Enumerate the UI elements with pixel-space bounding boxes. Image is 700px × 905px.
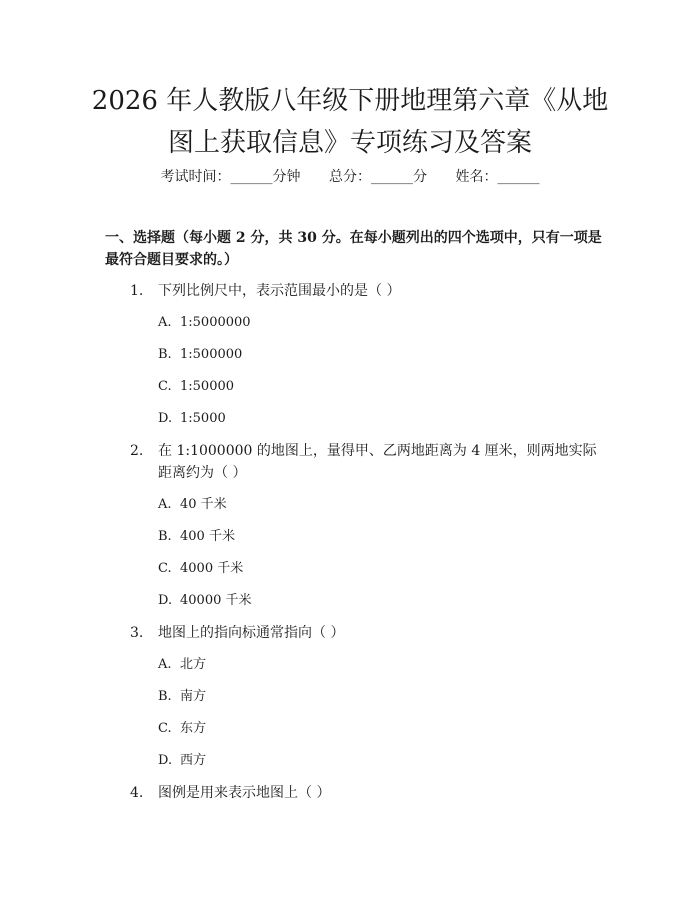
option-text: 40 千米 [180, 497, 227, 512]
answer-option [0, 408, 700, 430]
option-text: 1:5000 [180, 411, 226, 426]
option-label: C. [158, 561, 172, 576]
option-text: 1:5000000 [180, 315, 251, 330]
document-title [60, 80, 640, 164]
answer-option [0, 654, 700, 676]
option-label: A. [158, 657, 172, 672]
question-stem [0, 622, 598, 644]
question-number: 4. [130, 785, 144, 801]
option-text: 东方 [180, 721, 207, 736]
answer-option [0, 718, 700, 740]
title-line-2: 图上获取信息》专项练习及答案 [167, 128, 532, 158]
answer-option [0, 494, 700, 516]
question-number: 3. [130, 625, 144, 641]
question-number: 1. [130, 283, 144, 299]
exam-total-score: 总分：______分 [329, 169, 427, 185]
answer-option [0, 344, 700, 366]
option-text: 1:500000 [180, 347, 243, 362]
question-text: 下列比例尺中，表示范围最小的是（ ） [158, 283, 401, 299]
question-item [0, 782, 700, 804]
question-stem [0, 782, 598, 804]
question-text: 地图上的指向标通常指向（ ） [158, 625, 345, 641]
question-text: 图例是用来表示地图上（ ） [158, 785, 331, 801]
answer-option [0, 312, 700, 334]
option-label: B. [158, 529, 172, 544]
option-label: D. [158, 411, 173, 426]
answer-option [0, 526, 700, 548]
option-label: D. [158, 593, 173, 608]
answer-option [0, 376, 700, 398]
answer-option [0, 558, 700, 580]
title-line-1: 2026 年人教版八年级下册地理第六章《从地 [91, 86, 609, 116]
question-item [0, 440, 700, 612]
option-text: 1:50000 [180, 379, 235, 394]
option-text: 西方 [180, 753, 207, 768]
option-text: 400 千米 [180, 529, 235, 544]
option-text: 北方 [180, 657, 207, 672]
question-item [0, 622, 700, 772]
answer-option [0, 686, 700, 708]
exam-time: 考试时间：______分钟 [160, 169, 301, 185]
option-text: 40000 千米 [180, 593, 252, 608]
option-text: 南方 [180, 689, 207, 704]
option-label: C. [158, 379, 172, 394]
option-label: D. [158, 753, 173, 768]
section-heading: 一、选择题（每小题 2 分，共 30 分。在每小题列出的四个选项中，只有一项是最符合题目要求的。） [105, 230, 602, 268]
option-label: A. [158, 315, 172, 330]
question-list [0, 280, 700, 814]
exam-name-field: 姓名：______ [455, 169, 540, 185]
answer-option [0, 750, 700, 772]
question-item [0, 280, 700, 430]
question-text: 在 1:1000000 的地图上，量得甲、乙两地距离为 4 厘米，则两地实际距离约为（ ） [158, 443, 597, 481]
question-stem [0, 440, 598, 484]
answer-option [0, 590, 700, 612]
option-label: A. [158, 497, 172, 512]
option-label: B. [158, 689, 172, 704]
option-label: B. [158, 347, 172, 362]
question-stem [0, 280, 598, 302]
exam-info [0, 166, 700, 188]
question-number: 2. [130, 443, 144, 459]
option-label: C. [158, 721, 172, 736]
option-text: 4000 千米 [180, 561, 244, 576]
